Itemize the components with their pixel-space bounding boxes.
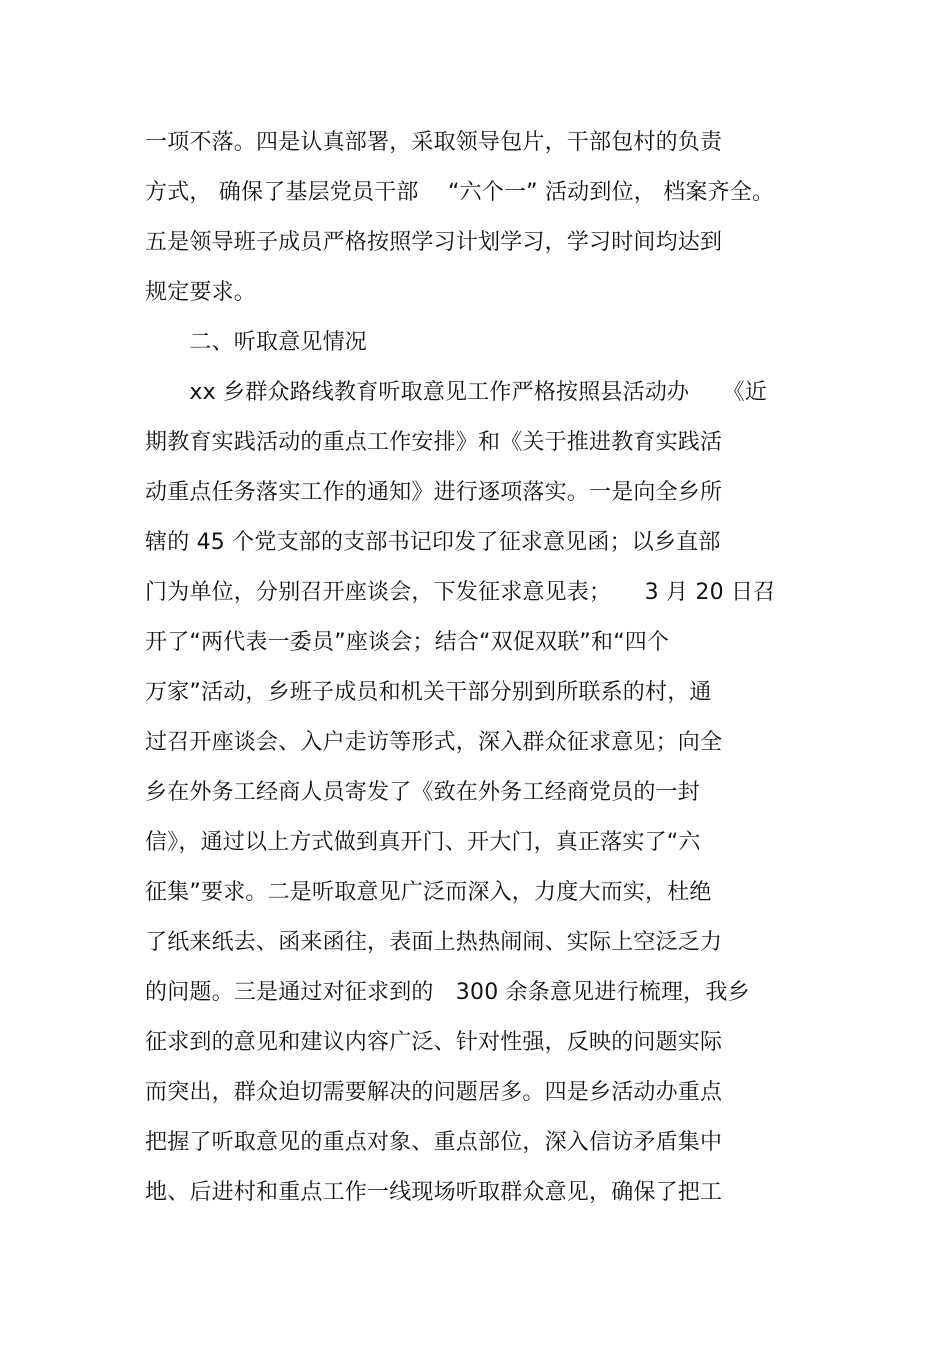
text-line: 一项不落。四是认真部署，采取领导包片，干部包村的负责 bbox=[145, 130, 723, 155]
text-line: 过召开座谈会、入户走访等形式，深入群众征求意见；向全 bbox=[145, 730, 723, 755]
text-line: 期教育实践活动的重点工作安排》和《关于推进教育实践活 bbox=[145, 430, 723, 455]
text-line: 的问题。三是通过对征求到的 300 余条意见进行梳理，我乡 bbox=[145, 980, 750, 1005]
text-line: 把握了听取意见的重点对象、重点部位，深入信访矛盾集中 bbox=[145, 1130, 723, 1155]
section-heading: 二、听取意见情况 bbox=[145, 330, 368, 355]
text-line: 乡在外务工经商人员寄发了《致在外务工经商党员的一封 bbox=[145, 780, 701, 805]
text-line: 辖的 45 个党支部的支部书记印发了征求意见函；以乡直部 bbox=[145, 530, 721, 555]
text-line: 万家”活动，乡班子成员和机关干部分别到所联系的村，通 bbox=[145, 680, 712, 705]
text-line: 方式， 确保了基层党员干部 “六个一” 活动到位， 档案齐全。 bbox=[145, 180, 775, 205]
text-line: 征求到的意见和建议内容广泛、针对性强，反映的问题实际 bbox=[145, 1030, 723, 1055]
text-line: 而突出，群众迫切需要解决的问题居多。四是乡活动办重点 bbox=[145, 1080, 723, 1105]
text-line: 了纸来纸去、函来函往，表面上热热闹闹、实际上空泛乏力 bbox=[145, 930, 723, 955]
text-line: 门为单位，分别召开座谈会，下发征求意见表； 3 月 20 日召 bbox=[145, 580, 776, 605]
text-line: 信》，通过以上方式做到真开门、开大门，真正落实了“六 bbox=[145, 830, 701, 855]
text-line: 五是领导班子成员严格按照学习计划学习，学习时间均达到 bbox=[145, 230, 723, 255]
text-line: 开了“两代表一委员”座谈会；结合“双促双联”和“四个 bbox=[145, 630, 670, 655]
text-line: 规定要求。 bbox=[145, 280, 257, 305]
text-line: 动重点任务落实工作的通知》进行逐项落实。一是向全乡所 bbox=[145, 480, 723, 505]
text-line: 征集”要求。二是听取意见广泛而深入，力度大而实，杜绝 bbox=[145, 880, 712, 905]
text-line: 地、后进村和重点工作一线现场听取群众意见，确保了把工 bbox=[145, 1180, 723, 1205]
document-body bbox=[145, 118, 865, 1218]
text-line: xx 乡群众路线教育听取意见工作严格按照县活动办 《近 bbox=[145, 380, 768, 405]
